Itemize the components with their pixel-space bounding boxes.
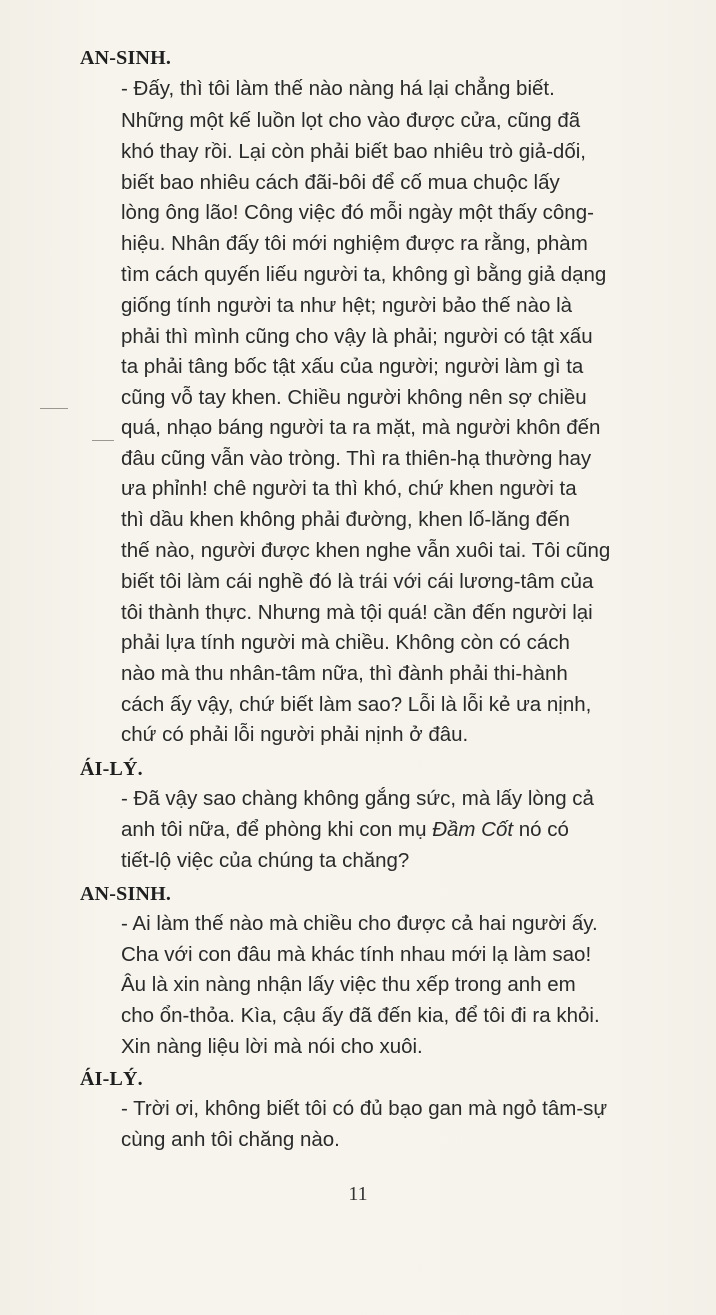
- dialogue-line: ưa phỉnh! chê người ta thì khó, chứ khen người ta: [121, 477, 577, 500]
- dialogue-line: quá, nhạo báng người ta ra mặt, mà người khôn đến: [121, 416, 601, 439]
- dialogue-line: Xin nàng liệu lời mà nói cho xuôi.: [121, 1035, 423, 1058]
- dialogue-line: phải lựa tính người mà chiều. Không còn có cách: [121, 631, 570, 654]
- dialogue-line: Những một kế luồn lọt cho vào được cửa, cũng đã: [121, 109, 581, 132]
- page-number: 11: [348, 1183, 368, 1205]
- dialogue-text: nó có: [513, 818, 569, 841]
- italic-name: Đầm Cốt: [432, 818, 514, 841]
- margin-mark: [40, 408, 68, 409]
- dialogue-line: lòng ông lão! Công việc đó mỗi ngày một thấy công-: [121, 201, 594, 224]
- speaker-label: AN-SINH.: [80, 47, 172, 69]
- dialogue-line: tìm cách quyến liếu người ta, không gì bằng giả dạng: [121, 263, 607, 286]
- dialogue-line: - Đã vậy sao chàng không gắng sức, mà lấy lòng cả: [121, 787, 594, 810]
- margin-mark: [92, 440, 114, 441]
- dialogue-line: tiết-lộ việc của chúng ta chăng?: [121, 849, 410, 872]
- speaker-label: ÁI-LÝ.: [80, 1068, 143, 1090]
- dialogue-text: anh tôi nữa, để phòng khi con mụ: [121, 818, 433, 841]
- dialogue-line: [121, 815, 569, 845]
- dialogue-line: đâu cũng vẫn vào tròng. Thì ra thiên-hạ thường hay: [121, 447, 592, 470]
- dialogue-line: Cha với con đâu mà khác tính nhau mới lạ làm sao!: [121, 943, 592, 966]
- dialogue-line: - Trời ơi, không biết tôi có đủ bạo gan mà ngỏ tâm-sự: [121, 1097, 608, 1120]
- dialogue-line: giống tính người ta như hệt; người bảo thế nào là: [121, 294, 573, 317]
- dialogue-line: ta phải tâng bốc tật xấu của người; người làm gì ta: [121, 355, 584, 378]
- dialogue-line: - Ai làm thế nào mà chiều cho được cả hai người ấy.: [121, 912, 598, 935]
- dialogue-line: cùng anh tôi chăng nào.: [121, 1128, 340, 1151]
- dialogue-line: hiệu. Nhân đấy tôi mới nghiệm được ra rằng, phàm: [121, 232, 588, 255]
- dialogue-line: - Đấy, thì tôi làm thế nào nàng há lại chẳng biết.: [121, 77, 555, 100]
- dialogue-line: thế nào, người được khen nghe vẫn xuôi tai. Tôi cũng: [121, 539, 611, 562]
- dialogue-line: Âu là xin nàng nhận lấy việc thu xếp trong anh em: [121, 973, 576, 996]
- dialogue-line: cũng vỗ tay khen. Chiều người không nên sợ chiều: [121, 386, 587, 409]
- dialogue-line: nào mà thu nhân-tâm nữa, thì đành phải thi-hành: [121, 662, 568, 685]
- dialogue-line: cách ấy vậy, chứ biết làm sao? Lỗi là lỗi kẻ ưa nịnh,: [121, 693, 592, 716]
- dialogue-line: biết tôi làm cái nghề đó là trái với cái lương-tâm của: [121, 570, 594, 593]
- dialogue-line: phải thì mình cũng cho vậy là phải; người có tật xấu: [121, 325, 593, 348]
- speaker-label: AN-SINH.: [80, 883, 172, 905]
- dialogue-line: thì dầu khen không phải đường, khen lố-lăng đến: [121, 508, 570, 531]
- dialogue-line: khó thay rồi. Lại còn phải biết bao nhiêu trò giả-dối,: [121, 140, 586, 163]
- dialogue-line: tôi thành thực. Nhưng mà tội quá! cần đến người lại: [121, 601, 593, 624]
- dialogue-line: biết bao nhiêu cách đãi-bôi để cố mua chuộc lấy: [121, 171, 560, 194]
- speaker-label: ÁI-LÝ.: [80, 758, 143, 780]
- dialogue-line: chứ có phải lỗi người phải nịnh ở đâu.: [121, 723, 469, 746]
- dialogue-line: cho ổn-thỏa. Kìa, cậu ấy đã đến kia, để tôi đi ra khỏi.: [121, 1004, 600, 1027]
